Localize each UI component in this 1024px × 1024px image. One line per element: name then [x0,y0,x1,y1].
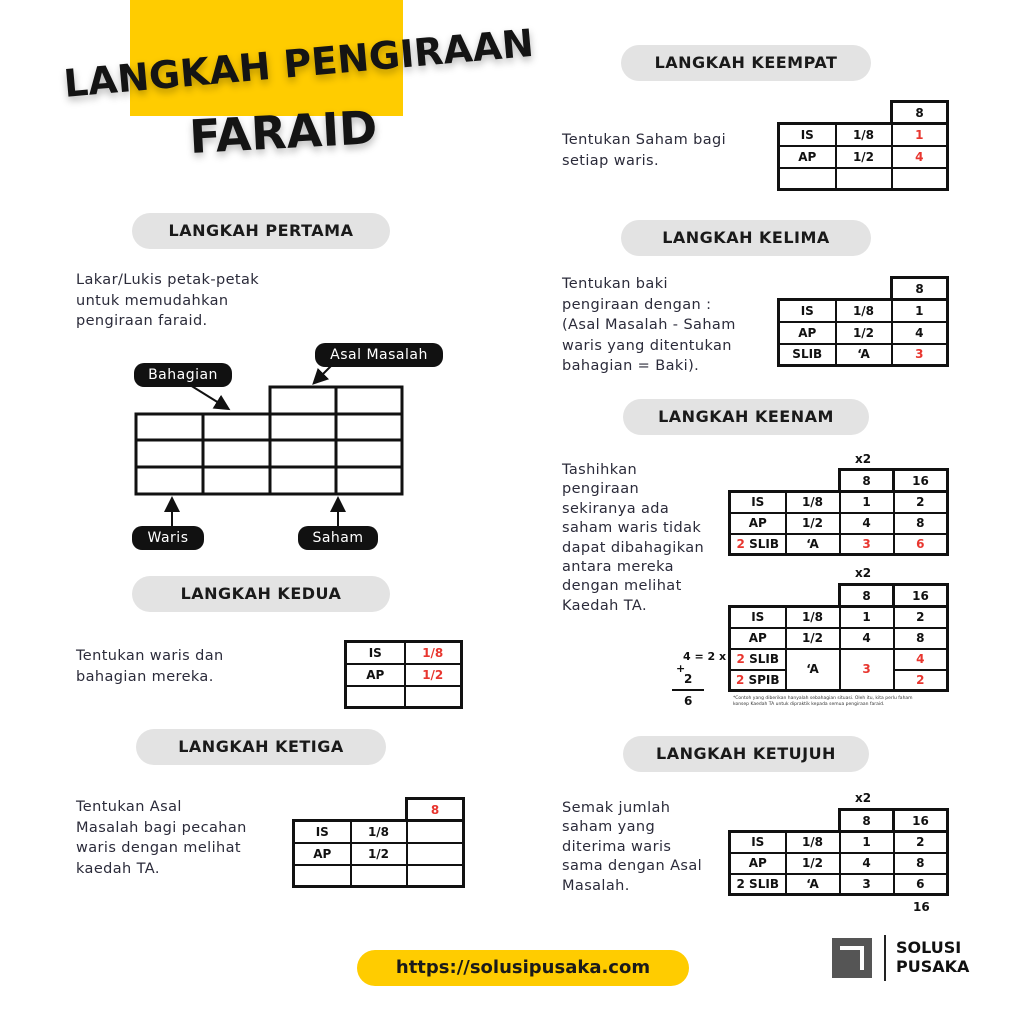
step7-heading: LANGKAH KETUJUH [623,736,869,772]
cell: 1/8 [786,607,840,628]
step4-heading: LANGKAH KEEMPAT [621,45,871,81]
cell: 3 [892,344,948,366]
cell: 8 [892,278,948,300]
cell: 4 [840,853,894,874]
step7-text: Semak jumlah saham yang diterima waris sama dengan Asal Masalah. [562,800,703,894]
cell: 1/8 [405,642,462,664]
multiplier-label: x2 [855,566,872,580]
cell: 1/2 [836,146,892,168]
step4-text: Tentukan Saham bagi setiap waris. [562,132,727,169]
cell: 1/2 [836,322,892,344]
step2-text: Tentukan waris dan bahagian mereka. [76,648,224,685]
step6-heading: LANGKAH KEENAM [623,399,869,435]
cell: AP [294,843,351,865]
cell: ‘A [786,649,840,691]
cell: 6 [894,874,948,895]
cell [407,821,464,843]
calc-plus: + [676,662,686,675]
cell: 8 [840,585,894,607]
cell: 8 [840,810,894,832]
cell: 16 [894,810,948,832]
cell: 1/2 [405,664,462,686]
cell: 4 [892,322,948,344]
cell: 1/8 [351,821,407,843]
cell: 2 SLIB [730,534,786,555]
step6-table2 [728,583,949,692]
cell [407,865,464,887]
cell [294,865,351,887]
cell: IS [346,642,405,664]
asal-masalah-label: Asal Masalah [315,343,443,367]
waris-label: Waris [132,526,204,550]
cell: 1 [892,124,948,146]
step6-text: Tashihkan pengiraan sekiranya ada saham waris tidak dapat dibahagikan antara mereka dengan melihat Kaedah TA. [562,462,705,614]
cell: IS [730,492,786,513]
footnote: *Contoh yang diberikan hanyalah sebahagian situasi. Oleh itu, kita perlu faham konsep Kaedah TA untuk dipraktik kepada semua pengiraan faraid. [733,696,913,707]
step5-table [777,276,949,367]
cell: 1 [892,300,948,322]
step4-table [777,100,949,191]
cell: AP [730,853,786,874]
cell: AP [779,322,836,344]
cell: 2 SLIB [730,874,786,895]
cell: 1/2 [351,843,407,865]
cell: IS [779,300,836,322]
step5-text: Tentukan baki pengiraan dengan : (Asal Masalah - Saham waris yang ditentukan bahagian = Baki). [562,276,736,374]
cell [407,843,464,865]
step3-text: Tentukan Asal Masalah bagi pecahan waris dengan melihat kaedah TA. [76,799,247,877]
step1-heading: LANGKAH PERTAMA [132,213,390,249]
grid-lines [136,387,402,494]
step3-heading: LANGKAH KETIGA [136,729,386,765]
cell: 3 [840,534,894,555]
cell: ‘A [786,534,840,555]
cell [892,168,948,190]
cell: 2 SPIB [730,670,786,691]
cell [346,686,405,708]
step2-heading: LANGKAH KEDUA [132,576,390,612]
logo-text: SOLUSI PUSAKA [896,938,970,976]
step5-heading: LANGKAH KELIMA [621,220,871,256]
bahagian-label: Bahagian [134,363,232,387]
cell: AP [779,146,836,168]
cell: 8 [894,853,948,874]
cell: IS [779,124,836,146]
cell: 8 [894,628,948,649]
cell: 2 [894,492,948,513]
cell: 1/8 [836,300,892,322]
step1-text: Lakar/Lukis petak-petak untuk memudahkan pengiraan faraid. [76,272,260,329]
cell: IS [294,821,351,843]
cell [779,168,836,190]
calc-line1: 4 = 2 x [683,650,727,663]
cell: IS [730,607,786,628]
cell: 1 [840,492,894,513]
page-title-line2: FARAID [188,100,379,164]
logo-divider [884,935,886,981]
multiplier-label: x2 [855,452,872,466]
calc-divider [672,689,704,691]
cell: SLIB [779,344,836,366]
cell: 1/2 [786,513,840,534]
solusi-pusaka-logo-icon [832,938,872,978]
cell: ‘A [836,344,892,366]
page-title-line1: LANGKAH PENGIRAAN [62,20,536,106]
cell: AP [730,513,786,534]
cell: 1 [840,607,894,628]
cell: 1/8 [786,492,840,513]
cell: 4 [892,146,948,168]
cell: AP [730,628,786,649]
cell: 16 [894,585,948,607]
step7-table [728,808,949,896]
calc-result: 6 [684,694,693,708]
cell: 16 [894,470,948,492]
step2-table [344,640,463,709]
cell: ‘A [786,874,840,895]
cell: 8 [894,513,948,534]
cell [836,168,892,190]
website-link[interactable]: https://solusipusaka.com [357,950,689,986]
cell: AP [346,664,405,686]
cell: 4 [840,513,894,534]
cell: 1/2 [786,628,840,649]
saham-label: Saham [298,526,378,550]
cell: 1/2 [786,853,840,874]
cell: 2 [894,670,948,691]
total-saham: 16 [913,900,930,914]
cell: 2 [894,832,948,853]
asal-masalah-cell: 8 [407,799,464,821]
cell: 3 [840,874,894,895]
cell: 8 [840,470,894,492]
step6-table1 [728,468,949,556]
cell: 2 [894,607,948,628]
cell [351,865,407,887]
bahagian-arrow [190,385,227,408]
cell [405,686,462,708]
cell: 2 SLIB [730,649,786,670]
cell: 8 [892,102,948,124]
calc-line2: 2 [684,672,693,686]
cell: 4 [894,649,948,670]
cell: 1 [840,832,894,853]
cell: 1/8 [786,832,840,853]
cell: IS [730,832,786,853]
cell: 1/8 [836,124,892,146]
cell: 4 [840,628,894,649]
cell: 3 [840,649,894,691]
cell: 6 [894,534,948,555]
step3-table [292,797,465,888]
multiplier-label: x2 [855,791,872,805]
